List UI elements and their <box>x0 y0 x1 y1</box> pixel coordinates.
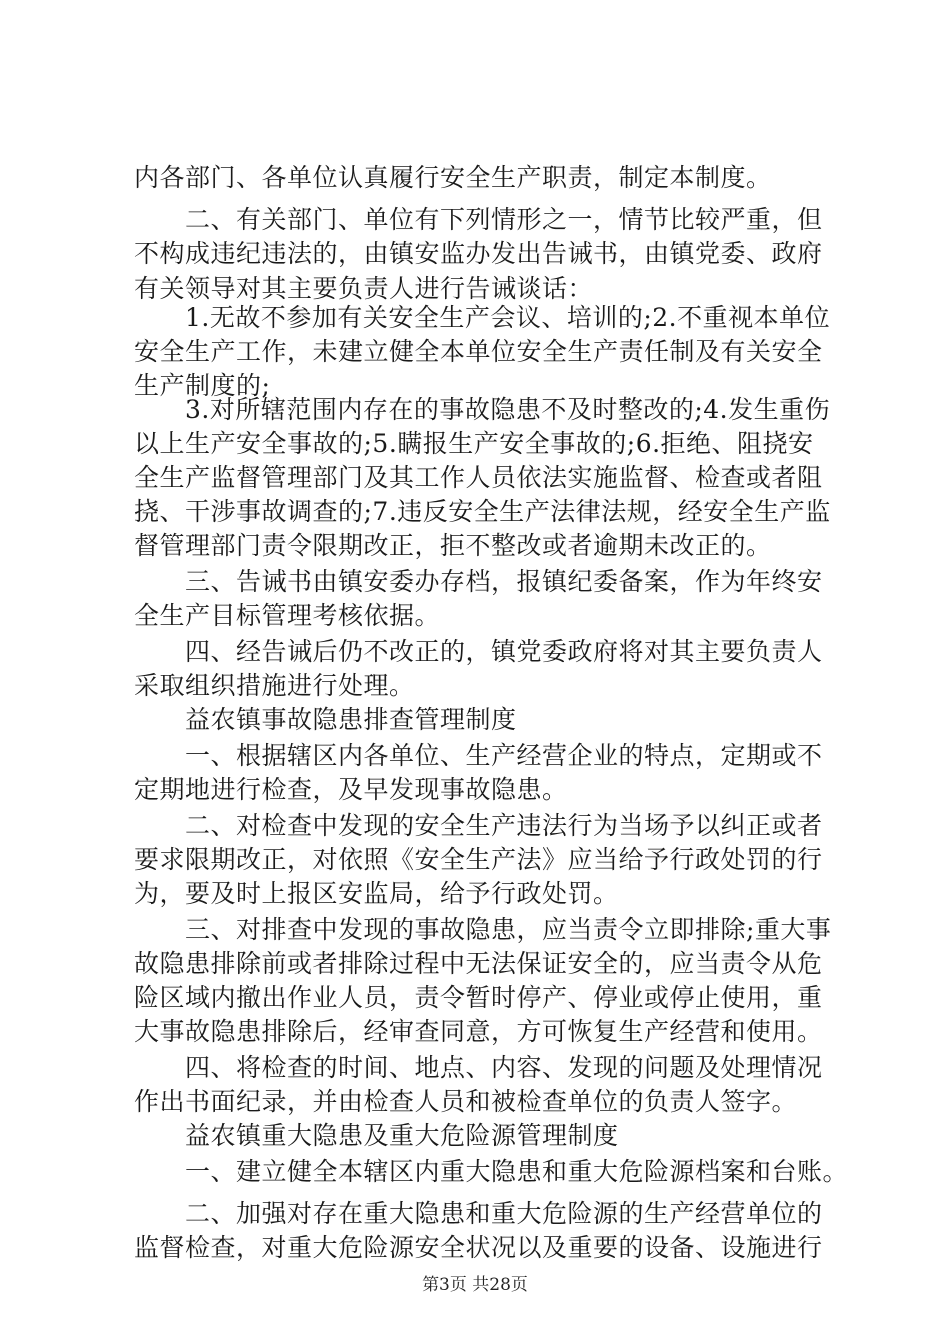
text-line: 安全生产工作，未建立健全本单位安全生产责任制及有关安全 <box>134 337 823 366</box>
text-line: 为，要及时上报区安监局，给予行政处罚。 <box>134 879 619 908</box>
text-line: 二、对检查中发现的安全生产违法行为当场予以纠正或者 <box>134 811 823 840</box>
text-line: 要求限期改正，对依照《安全生产法》应当给予行政处罚的行 <box>134 845 823 874</box>
text-line: 定期地进行检查，及早发现事故隐患。 <box>134 775 568 804</box>
text-line: 益农镇事故隐患排查管理制度 <box>134 705 517 734</box>
text-line: 一、建立健全本辖区内重大隐患和重大危险源档案和台账。 <box>134 1157 849 1186</box>
text-line: 大事故隐患排除后，经审查同意，方可恢复生产经营和使用。 <box>134 1017 823 1046</box>
text-line: 二、加强对存在重大隐患和重大危险源的生产经营单位的 <box>134 1199 823 1228</box>
text-line: 挠、干涉事故调查的;7.违反安全生产法律法规，经安全生产监 <box>134 497 831 526</box>
text-line: 全生产目标管理考核依据。 <box>134 601 441 630</box>
text-line: 四、将检查的时间、地点、内容、发现的问题及处理情况 <box>134 1053 823 1082</box>
page-footer: 第3页 共28页 <box>422 1275 528 1295</box>
text-line: 作出书面纪录，并由检查人员和被检查单位的负责人签字。 <box>134 1087 798 1116</box>
text-line: 不构成违纪违法的，由镇安监办发出告诫书，由镇党委、政府 <box>134 239 823 268</box>
text-line: 有关领导对其主要负责人进行告诫谈话： <box>134 274 594 303</box>
text-line: 二、有关部门、单位有下列情形之一，情节比较严重，但 <box>134 205 823 234</box>
text-line: 全生产监督管理部门及其工作人员依法实施监督、检查或者阻 <box>134 463 823 492</box>
text-line: 3.对所辖范围内存在的事故隐患不及时整改的;4.发生重伤 <box>134 395 831 424</box>
text-line: 采取组织措施进行处理。 <box>134 671 415 700</box>
text-line: 一、根据辖区内各单位、生产经营企业的特点，定期或不 <box>134 741 823 770</box>
text-line: 督管理部门责令限期改正，拒不整改或者逾期未改正的。 <box>134 531 772 560</box>
text-line: 内各部门、各单位认真履行安全生产职责，制定本制度。 <box>134 163 772 192</box>
text-line: 1.无故不参加有关安全生产会议、培训的;2.不重视本单位 <box>134 303 831 332</box>
text-line: 监督检查，对重大危险源安全状况以及重要的设备、设施进行 <box>134 1233 823 1262</box>
text-line: 以上生产安全事故的;5.瞒报生产安全事故的;6.拒绝、阻挠安 <box>134 429 814 458</box>
text-line: 三、对排查中发现的事故隐患，应当责令立即排除;重大事 <box>134 915 832 944</box>
text-line: 生产制度的; <box>134 371 271 400</box>
text-line: 四、经告诫后仍不改正的，镇党委政府将对其主要负责人 <box>134 637 823 666</box>
text-line: 险区域内撤出作业人员，责令暂时停产、停业或停止使用，重 <box>134 983 823 1012</box>
text-line: 益农镇重大隐患及重大危险源管理制度 <box>134 1121 619 1150</box>
text-line: 故隐患排除前或者排除过程中无法保证安全的，应当责令从危 <box>134 949 823 978</box>
text-line: 三、告诫书由镇安委办存档，报镇纪委备案，作为年终安 <box>134 567 823 596</box>
